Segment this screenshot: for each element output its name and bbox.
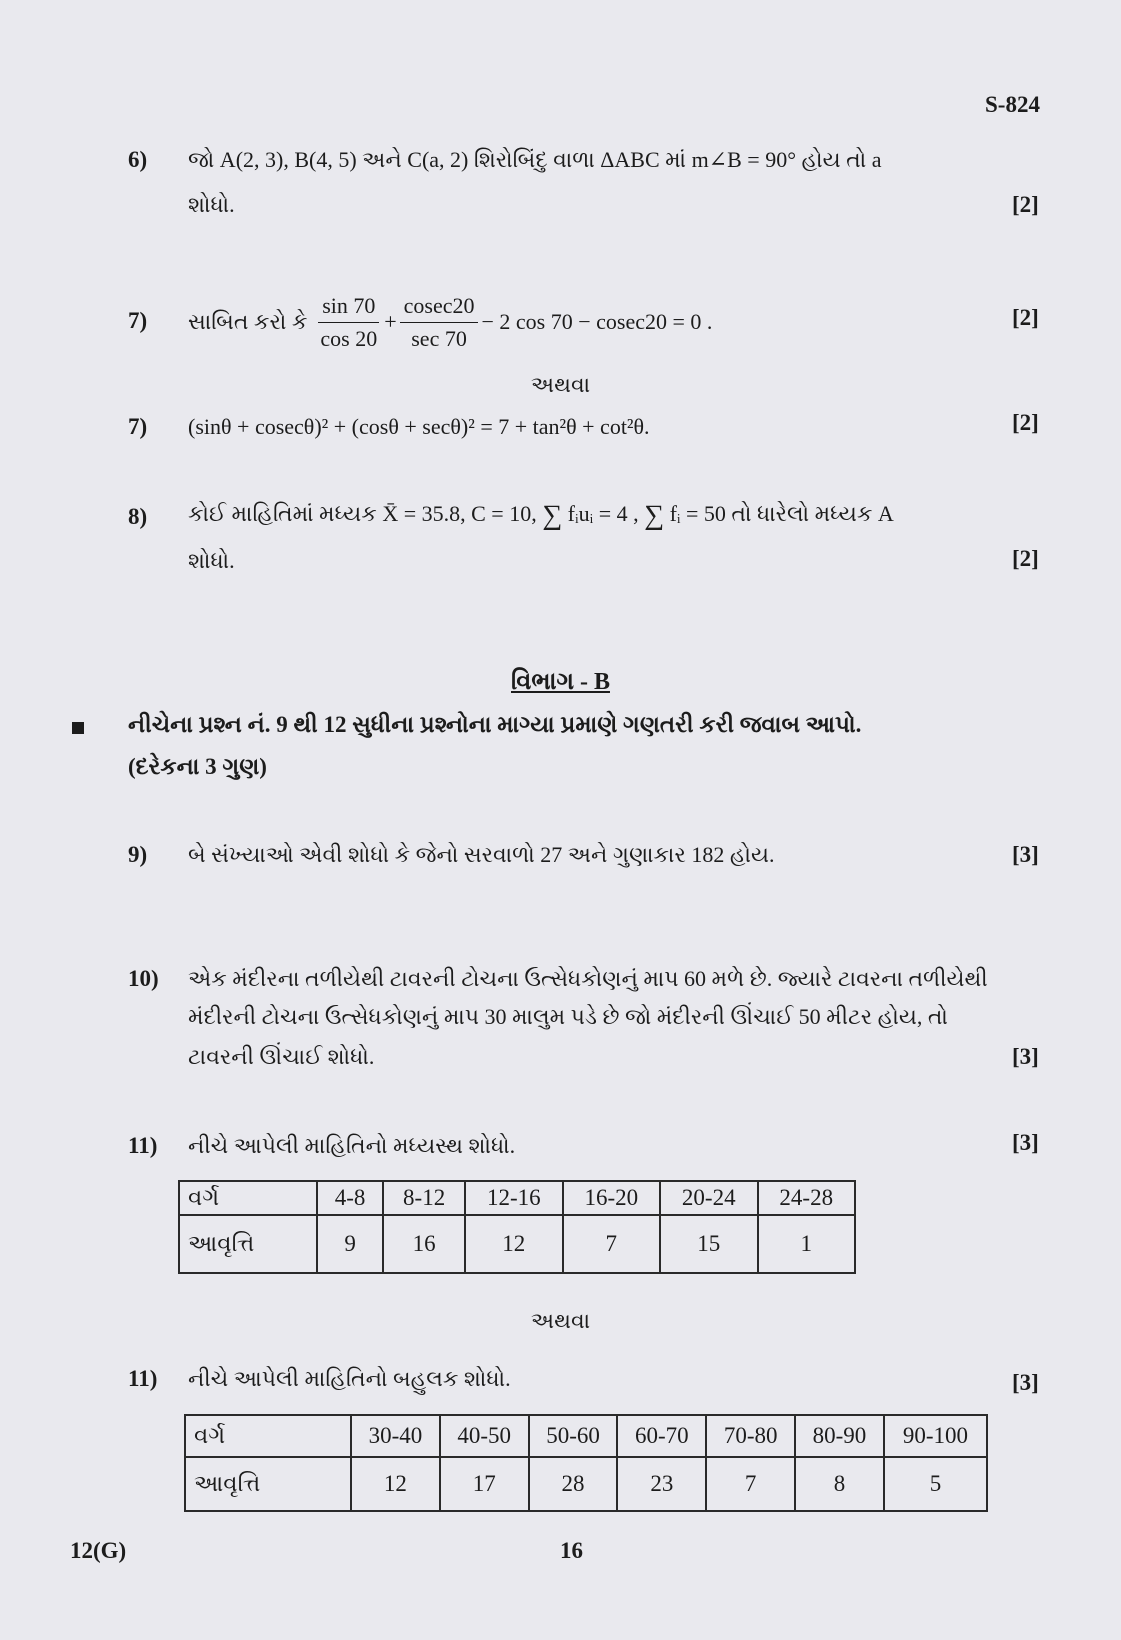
- table-cell: 7: [706, 1457, 795, 1511]
- table-cell: 5: [884, 1457, 987, 1511]
- table-row-frequencies: [179, 1215, 855, 1273]
- q6-marks: [2]: [1012, 192, 1039, 217]
- median-data-table: [178, 1180, 856, 1274]
- q7a-suffix: − 2 cos 70 − cosec20 = 0 .: [481, 309, 713, 334]
- q7a-frac1-denominator: cos 20: [320, 325, 378, 351]
- q10-text-line2: મંદીરની ટોચના ઉત્સેધકોણનું માપ 30 માલુમ પડે છે જો મંદીરની ઊંચાઈ 50 મીટર હોય, તો: [188, 1004, 948, 1029]
- q11b-number: 11): [128, 1366, 158, 1391]
- table-cell: 30-40: [351, 1415, 440, 1457]
- q8-sigma-2: ∑: [644, 500, 665, 531]
- q10-text-line1: એક મંદીરના તળીયેથી ટાવરની ટોચના ઉત્સેધકોણનું માપ 60 મળે છે. જ્યારે ટાવરના તળીયેથી: [188, 966, 988, 991]
- table-cell: 8: [795, 1457, 884, 1511]
- table-cell: 15: [660, 1215, 757, 1273]
- q11a-number: 11): [128, 1133, 158, 1158]
- q6-text-line2: શોધો.: [188, 192, 235, 217]
- q8-marks: [2]: [1012, 546, 1039, 571]
- table-cell: 20-24: [660, 1181, 757, 1215]
- q9-text: બે સંખ્યાઓ એવી શોધો કે જેનો સરવાળો 27 અને ગુણાકાર 182 હોય.: [188, 842, 775, 867]
- q11a-marks: [3]: [1012, 1130, 1039, 1155]
- q6-number: 6): [128, 147, 148, 172]
- q8-number: 8): [128, 504, 148, 529]
- table-cell: 23: [617, 1457, 706, 1511]
- q9-marks: [3]: [1012, 842, 1039, 867]
- table-cell: 12: [465, 1215, 562, 1273]
- table-cell: 12: [351, 1457, 440, 1511]
- q10-text-line3: ટાવરની ઊંચાઈ શોધો.: [188, 1044, 375, 1069]
- q7a-fraction-2: [400, 293, 479, 351]
- or-separator-1: અથવા: [530, 372, 591, 397]
- table-cell: 28: [529, 1457, 618, 1511]
- table-cell: 90-100: [884, 1415, 987, 1457]
- table-cell: 70-80: [706, 1415, 795, 1457]
- table-cell: 1: [758, 1215, 856, 1273]
- table-cell: 17: [440, 1457, 529, 1511]
- table-cell: 24-28: [758, 1181, 856, 1215]
- q7a-plus: +: [384, 309, 397, 334]
- q9-number: 9): [128, 842, 148, 867]
- q6-text-line1: જો A(2, 3), B(4, 5) અને C(a, 2) શિરોબિંદુ વાળા ΔABC માં m∠B = 90° હોય તો a: [188, 147, 882, 172]
- table-cell: 7: [563, 1215, 660, 1273]
- q7a-number: 7): [128, 308, 148, 333]
- q8-sigma-1: ∑: [542, 500, 563, 531]
- table-row-header: આવૃત્તિ: [179, 1215, 317, 1273]
- table-row-header: વર્ગ: [185, 1415, 351, 1457]
- paper-code: S-824: [985, 92, 1040, 117]
- q7b-number: 7): [128, 414, 148, 439]
- page-number: 16: [560, 1538, 583, 1563]
- section-b-instruction-line2: (દરેકના 3 ગુણ): [128, 754, 267, 779]
- table-cell: 80-90: [795, 1415, 884, 1457]
- table-cell: 50-60: [529, 1415, 618, 1457]
- table-row-frequencies: [185, 1457, 987, 1511]
- table-row-classes: [179, 1181, 855, 1215]
- table-cell: 16: [383, 1215, 465, 1273]
- q8-prefix: કોઈ માહિતિમાં મધ્યક X̄ = 35.8, C = 10,: [188, 501, 537, 526]
- q7a-fraction-1: [316, 293, 381, 351]
- table-cell: 4-8: [317, 1181, 383, 1215]
- section-b-heading: વિભાગ - B: [511, 669, 610, 695]
- bullet-square-icon: [72, 722, 84, 734]
- table-row-header: વર્ગ: [179, 1181, 317, 1215]
- q7a-frac2-denominator: sec 70: [411, 325, 467, 351]
- table-cell: 60-70: [617, 1415, 706, 1457]
- q7a-equation: [188, 286, 712, 358]
- q7a-marks: [2]: [1012, 305, 1039, 330]
- q7a-prefix: સાબિત કરો કે: [188, 309, 308, 334]
- footer-subject-code: 12(G): [70, 1538, 127, 1563]
- table-cell: 8-12: [383, 1181, 465, 1215]
- table-cell: 40-50: [440, 1415, 529, 1457]
- table-row-header: આવૃત્તિ: [185, 1457, 351, 1511]
- q7a-frac2-numerator: cosec20: [400, 293, 479, 322]
- q11b-text: નીચે આપેલી માહિતિનો બહુલક શોધો.: [188, 1366, 511, 1391]
- table-cell: 16-20: [563, 1181, 660, 1215]
- q8-text-line1: [188, 500, 894, 532]
- q7a-frac1-numerator: sin 70: [318, 293, 379, 322]
- q11a-text: નીચે આપેલી માહિતિનો મધ્યસ્થ શોધો.: [188, 1133, 516, 1158]
- or-separator-2: અથવા: [530, 1308, 591, 1333]
- q11b-marks: [3]: [1012, 1370, 1039, 1395]
- table-cell: 12-16: [465, 1181, 562, 1215]
- q8-text-line2: શોધો.: [188, 548, 235, 573]
- table-cell: 9: [317, 1215, 383, 1273]
- table-row-classes: [185, 1415, 987, 1457]
- q7b-text: (sinθ + cosecθ)² + (cosθ + secθ)² = 7 + tan²θ + cot²θ.: [188, 414, 650, 439]
- q7b-marks: [2]: [1012, 410, 1039, 435]
- q10-number: 10): [128, 966, 159, 991]
- section-b-instruction-line1: નીચેના પ્રશ્ન નં. 9 થી 12 સુધીના પ્રશ્નોના માગ્યા પ્રમાણે ગણતરી કરી જવાબ આપો.: [128, 712, 862, 737]
- q8-sum2-text: fᵢ = 50 તો ધારેલો મધ્યક A: [669, 501, 894, 526]
- mode-data-table: [184, 1414, 988, 1512]
- q8-sum1-text: fᵢuᵢ = 4 ,: [567, 501, 639, 526]
- q10-marks: [3]: [1012, 1044, 1039, 1069]
